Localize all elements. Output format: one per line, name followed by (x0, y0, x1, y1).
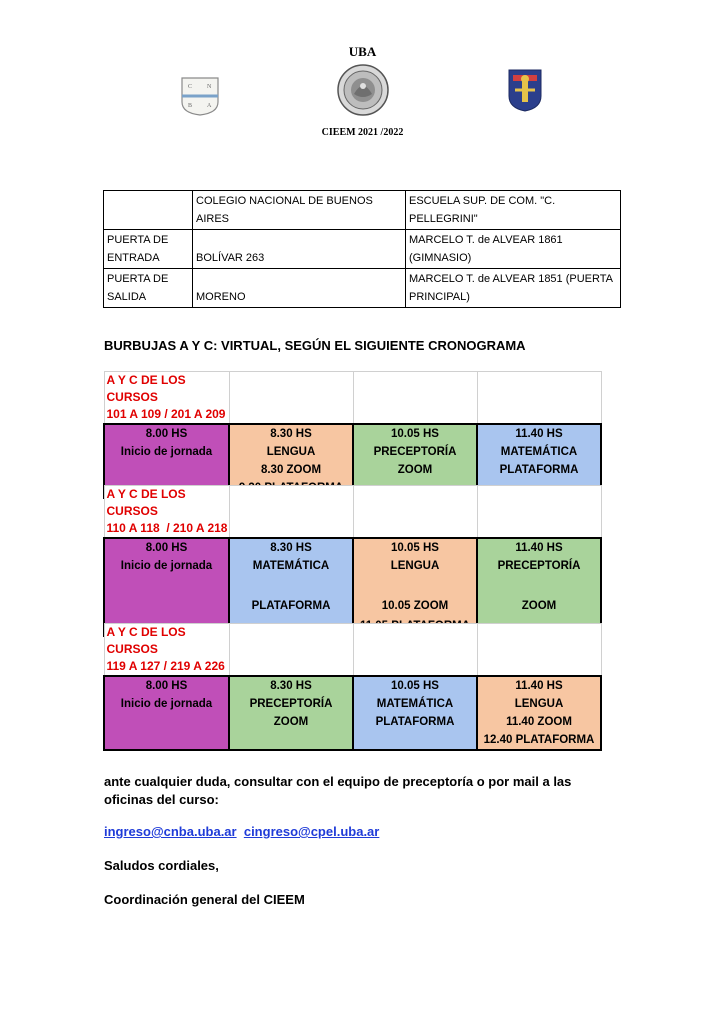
table-cell: MORENO (193, 269, 406, 308)
table-cell: 8.30 HS (229, 538, 353, 557)
empty-cell (353, 372, 477, 425)
table-cell: 8.00 HS (104, 538, 229, 557)
cnba-letter-b: B (188, 103, 193, 109)
group-header-row (104, 624, 601, 677)
table-cell: Inicio de jornada (104, 443, 229, 461)
table-cell: Inicio de jornada (104, 695, 229, 713)
group-label (104, 624, 229, 677)
table-cell: PLATAFORMA (353, 713, 477, 731)
entrance-info-table (103, 190, 621, 308)
table-row (104, 575, 601, 617)
table-row (104, 695, 601, 713)
table-cell: LENGUA (229, 443, 353, 461)
cnba-letter-c: C (188, 84, 193, 90)
uba-seal-logo (337, 64, 389, 116)
email-link-cnba[interactable]: ingreso@cnba.uba.ar (104, 824, 237, 839)
table-cell: MATEMÁTICA (229, 557, 353, 575)
table-row (104, 443, 601, 461)
table-cell: PRECEPTORÍA (477, 557, 601, 575)
empty-cell (353, 486, 477, 539)
table-cell (104, 575, 229, 617)
table-cell: 10.05 HS (353, 424, 477, 443)
group-label-line2: 119 A 127 / 219 A 226 (106, 659, 225, 673)
table-row (104, 230, 621, 269)
table-cell: 8.30 HS (229, 676, 353, 695)
empty-cell (477, 372, 601, 425)
table-row (104, 538, 601, 557)
table-cell: PLATAFORMA (477, 461, 601, 479)
table-row (104, 713, 601, 731)
pellegrini-shield-logo (507, 66, 543, 112)
table-cell: ZOOM (353, 461, 477, 479)
email-links (104, 823, 379, 841)
table-cell: COLEGIO NACIONAL DE BUENOS AIRES (193, 191, 406, 230)
table-cell: 10.05 ZOOM (353, 575, 477, 617)
schedule-table-3 (103, 623, 602, 751)
group-header-row (104, 486, 601, 539)
table-cell: ESCUELA SUP. DE COM. "C. PELLEGRINI" (406, 191, 621, 230)
contact-note: ante cualquier duda, consultar con el equipo de preceptoría o por mail a las oficinas del curso: (104, 774, 572, 807)
group-label-line1: A Y C DE LOS CURSOS (106, 487, 186, 518)
table-row (104, 731, 601, 750)
table-cell: 11.40 ZOOM (477, 713, 601, 731)
table-cell: 8.30 HS (229, 424, 353, 443)
table-cell: 8.00 HS (104, 424, 229, 443)
table-cell: ZOOM (477, 575, 601, 617)
signature: Coordinación general del CIEEM (104, 892, 305, 907)
table-cell: PRECEPTORÍA (229, 695, 353, 713)
email-link-cpel[interactable]: cingreso@cpel.uba.ar (243, 824, 380, 839)
table-cell: BOLÍVAR 263 (193, 230, 406, 269)
empty-cell (229, 372, 353, 425)
schedule-headline: BURBUJAS A Y C: VIRTUAL, SEGÚN EL SIGUIENTE CRONOGRAMA (104, 338, 526, 353)
table-row (104, 676, 601, 695)
table-cell: 11.40 HS (477, 538, 601, 557)
empty-cell (229, 624, 353, 677)
table-cell: MATEMÁTICA (353, 695, 477, 713)
university-title: UBA (348, 44, 377, 59)
table-row (104, 557, 601, 575)
table-cell: 12.40 PLATAFORMA (477, 731, 601, 750)
table-cell: ZOOM (229, 713, 353, 731)
table-cell: LENGUA (353, 557, 477, 575)
table-cell: 8.30 ZOOM (229, 461, 353, 479)
program-title: CIEEM 2021 /2022 (321, 127, 404, 138)
group-label-line2: 110 A 118 / 210 A 218 (106, 521, 228, 535)
empty-cell (477, 624, 601, 677)
table-cell: PUERTA DE ENTRADA (104, 230, 193, 269)
cnba-shield-logo (180, 76, 220, 116)
table-cell (104, 731, 229, 750)
table-cell: PRECEPTORÍA (353, 443, 477, 461)
empty-cell (229, 486, 353, 539)
table-row (104, 424, 601, 443)
table-cell: 8.00 HS (104, 676, 229, 695)
table-cell (104, 713, 229, 731)
table-header-row (104, 191, 621, 230)
group-label-line1: A Y C DE LOS CURSOS (106, 625, 186, 656)
empty-cell (477, 486, 601, 539)
table-cell: 11.40 HS (477, 424, 601, 443)
table-cell: PUERTA DE SALIDA (104, 269, 193, 308)
cnba-letter-n: N (207, 84, 212, 90)
empty-cell (353, 624, 477, 677)
cnba-letter-a: A (207, 103, 212, 109)
table-cell (104, 191, 193, 230)
greeting: Saludos cordiales, (104, 858, 219, 873)
schedule-table-1 (103, 371, 602, 499)
table-row (104, 269, 621, 308)
table-cell (104, 461, 229, 479)
table-cell: LENGUA (477, 695, 601, 713)
table-row (104, 461, 601, 479)
group-label-line1: A Y C DE LOS CURSOS (106, 373, 186, 404)
group-label-line2: 101 A 109 / 201 A 209 (106, 407, 226, 421)
table-cell: Inicio de jornada (104, 557, 229, 575)
table-cell: MATEMÁTICA (477, 443, 601, 461)
table-cell: MARCELO T. de ALVEAR 1851 (PUERTA PRINCIPAL) (406, 269, 621, 308)
table-cell: MARCELO T. de ALVEAR 1861 (GIMNASIO) (406, 230, 621, 269)
schedule-table-2 (103, 485, 602, 637)
table-cell: 10.05 HS (353, 538, 477, 557)
table-cell (229, 731, 353, 750)
table-cell (353, 731, 477, 750)
table-cell: PLATAFORMA (229, 575, 353, 617)
group-label (104, 486, 229, 539)
group-label (104, 372, 229, 425)
group-header-row (104, 372, 601, 425)
table-cell: 10.05 HS (353, 676, 477, 695)
table-cell: 11.40 HS (477, 676, 601, 695)
